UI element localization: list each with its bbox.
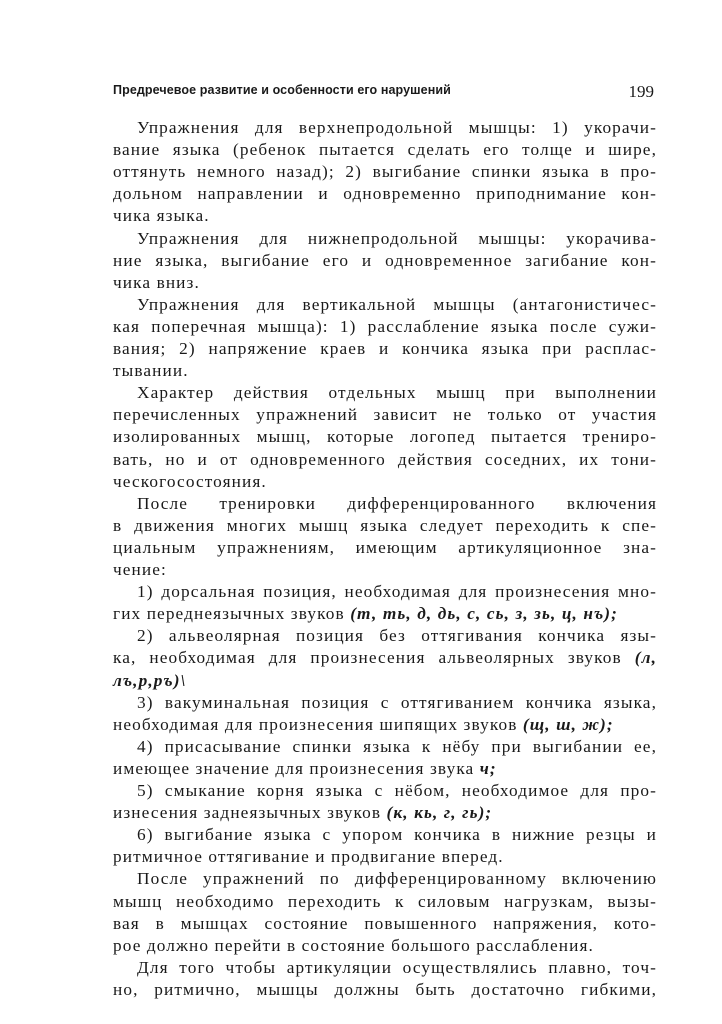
text-line	[113, 868, 657, 890]
text-line-content: имеющее значение для произнесения звука	[113, 758, 480, 778]
text-line	[113, 139, 657, 161]
text-line-content: Для того чтобы артикуляции осуществлялись плавно, точ-	[137, 957, 657, 977]
text-line-content: чение:	[113, 560, 167, 579]
text-line-content: перечисленных упражнений зависит не только от участия	[113, 405, 657, 425]
text-line-content: рое должно перейти в состояние большого расслабления.	[113, 935, 594, 955]
running-header	[113, 80, 654, 104]
text-line	[113, 449, 657, 471]
text-line-content: ка, необходимая для произнесения альвеолярных звуков	[113, 648, 635, 668]
text-line-content: 1) дорсальная позиция, необходимая для произнесения мно-	[137, 582, 657, 602]
text-line	[113, 692, 657, 714]
text-line	[113, 250, 657, 272]
running-header-title: Предречевое развитие и особенности его нарушений	[113, 83, 451, 97]
text-line-content: вать, но и от одновременного действия соседних, их тони-	[113, 449, 657, 469]
page-number: 199	[628, 82, 654, 101]
text-line	[113, 957, 657, 979]
text-line	[113, 758, 657, 780]
text-line-content: вания; 2) напряжение краев и кончика языка при расплас-	[113, 339, 657, 358]
text-line-content: оттянуть немного назад); 2) выгибание спинки языка в про-	[113, 162, 657, 182]
text-line-content: чика вниз.	[113, 272, 200, 292]
text-line	[113, 161, 657, 183]
text-line	[113, 913, 657, 935]
text-line	[113, 824, 657, 846]
text-line-content: кая поперечная мышца): 1) расслабление языка после сужи-	[113, 316, 657, 336]
text-line	[113, 581, 657, 603]
text-line	[113, 183, 657, 205]
text-line-content: Упражнения для верхнепродольной мышцы: 1) укорачи-	[137, 118, 657, 137]
text-line	[113, 891, 657, 913]
text-line	[113, 360, 657, 382]
text-line-content: необходимая для произнесения шипящих звуков	[113, 714, 523, 734]
text-line-content: вая в мышцах состояние повышенного напряжения, кото-	[113, 913, 657, 933]
text-line	[113, 780, 657, 802]
text-line	[113, 294, 657, 316]
text-line	[113, 382, 657, 404]
text-line-content: циальным упражнениям, имеющим артикуляционное зна-	[113, 537, 657, 557]
text-line	[113, 603, 657, 625]
text-line-content: в движения многих мышц языка следует переходить к спе-	[113, 515, 657, 535]
text-line-emphasis: (к, кь, г, гь);	[386, 803, 493, 823]
text-line-content: Упражнения для нижнепродольной мышцы: укорачива-	[137, 228, 657, 248]
text-line-content: 2) альвеолярная позиция без оттягивания кончика язы-	[137, 626, 657, 646]
text-line	[113, 228, 657, 250]
text-line-content: После тренировки дифференцированного включения	[137, 493, 657, 513]
text-line-content: дольном направлении и одновременно приподнимание кон-	[113, 184, 657, 204]
text-line	[113, 846, 657, 868]
text-line	[113, 117, 657, 139]
text-line	[113, 338, 657, 360]
text-line	[113, 515, 657, 537]
text-line	[113, 802, 657, 824]
text-line-content: ние языка, выгибание его и одновременное загибание кон-	[113, 250, 657, 270]
text-line-emphasis: (щ, ш, ж);	[522, 714, 614, 734]
text-line-content: гих переднеязычных звуков	[113, 604, 351, 624]
text-line-content: 3) вакуминальная позиция с оттягиванием кончика языка,	[137, 692, 657, 712]
text-line-content: После упражнений по дифференцированному включению	[137, 869, 657, 889]
text-line	[113, 736, 657, 758]
text-line	[113, 471, 657, 493]
text-line	[113, 559, 657, 581]
text-line	[113, 404, 657, 426]
text-line	[113, 979, 657, 1001]
text-line	[113, 493, 657, 515]
text-line	[113, 316, 657, 338]
text-line	[113, 426, 657, 448]
text-line-content: изнесения заднеязычных звуков	[113, 803, 387, 823]
text-line-content: 5) смыкание корня языка с нёбом, необходимое для про-	[137, 781, 657, 800]
text-line-emphasis: лъ,р,ръ)\	[113, 670, 187, 690]
text-line-content: вание языка (ребенок пытается сделать его толще и шире,	[113, 140, 657, 160]
text-line	[113, 537, 657, 559]
text-line-emphasis: (л,	[634, 648, 657, 668]
text-line-content: ритмичное оттягивание и продвигание вперед.	[113, 847, 504, 867]
text-line	[113, 647, 657, 669]
text-line-content: ческогосостояния.	[113, 471, 267, 491]
text-line-content: 6) выгибание языка с упором кончика в нижние резцы и	[137, 825, 657, 845]
text-line-content: Упражнения для вертикальной мышцы (антагонистичес-	[137, 294, 657, 314]
text-line-content: мышц необходимо переходить к силовым нагрузкам, вызы-	[113, 891, 657, 911]
text-line	[113, 625, 657, 647]
text-line	[113, 272, 657, 294]
text-line	[113, 205, 657, 227]
text-line-content: Характер действия отдельных мышц при выполнении	[137, 383, 657, 403]
text-line	[113, 670, 657, 692]
text-line-content: но, ритмично, мышцы должны быть достаточно гибкими,	[113, 979, 657, 999]
text-line	[113, 714, 657, 736]
text-line-content: чика языка.	[113, 206, 210, 226]
text-line-content: изолированных мышц, которые логопед пытается трениро-	[113, 427, 657, 447]
text-line-emphasis: ч;	[479, 758, 497, 778]
text-line-content: 4) присасывание спинки языка к нёбу при выгибании ее,	[137, 736, 657, 756]
text-line-emphasis: (т, ть, д, дь, с, сь, з, зь, ц, нъ);	[350, 604, 619, 624]
text-line-content: тывании.	[113, 361, 189, 381]
text-line	[113, 935, 657, 957]
